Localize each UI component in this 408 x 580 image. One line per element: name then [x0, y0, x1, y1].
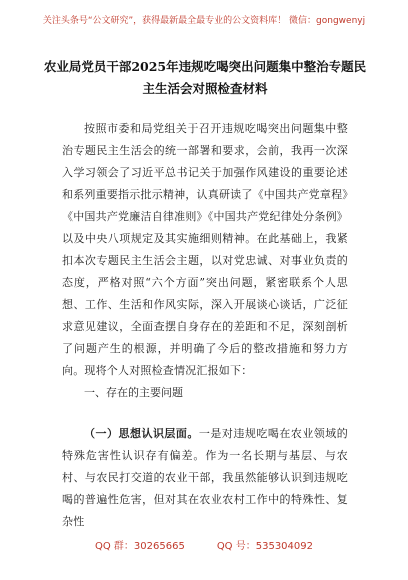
header-banner-line: 关注头条号“公文研究”，获得最新最全最专业的公文资料库！ 微信：gongwenyj: [42, 16, 366, 26]
header-banner: [0, 0, 408, 28]
subsection-paragraph: [62, 423, 348, 533]
footer-qq-number: QQ 号：535304092: [216, 541, 313, 552]
footer-qq-group: QQ 群：30265665: [94, 541, 185, 552]
document-title-continued: 主生活会对照检查材料: [142, 81, 268, 96]
section-heading: 一、存在的主要问题: [84, 386, 183, 399]
subsection-text: 一是对违规吃喝在农业领域的特殊危害性认识存有偏差。作为一名长期与基层、与农村、与农民打交道的农业干部，我虽然能够认识到违规吃喝的普遍性危害，但对其在农业农村工作中的特殊性、复杂性: [62, 427, 348, 528]
subsection-heading: （一）思想认识层面。: [84, 427, 199, 440]
footer-contact: [0, 537, 408, 552]
document-title: 农业局党员干部2025年违规吃喝突出问题集中整治专题民: [43, 59, 367, 74]
intro-paragraph: 按照市委和局党组关于召开违规吃喝突出问题集中整治专题民主生活会的统一部署和要求，会前，我再一次深入学习领会了习近平总书记关于加强作风建设的重要论述和系列重要指示批示精神，认真研读了《中国共产党章程》《中国共产党廉洁自律准则》《中国共产党纪律处分条例》以及中央八项规定及其实施细则精神。在此基础上，我紧扣本次专题民主生活会主题，以对党忠诚、对事业负责的态度，严格对照“六个方面”突出问题，紧密联系个人思想、工作、生活和作风实际，深入开展谈心谈话，广泛征求意见建议，全面查摆自身存在的差距和不足，深刻剖析了问题产生的根源，并明确了今后的整改措施和努力方向。现将个人对照检查情况汇报如下：: [62, 122, 348, 377]
